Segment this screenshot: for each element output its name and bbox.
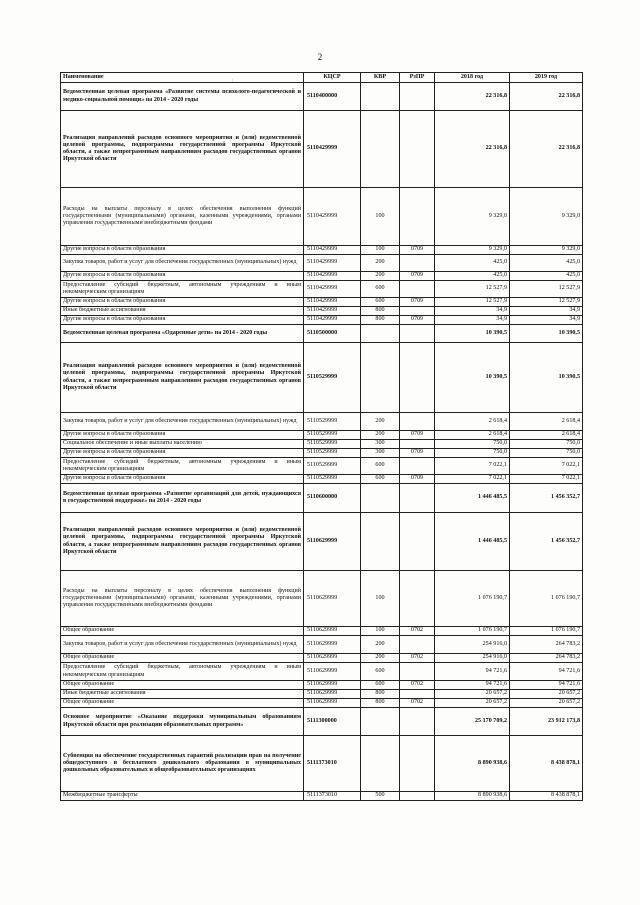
- row-name: Другие вопросы в области образования: [61, 272, 304, 281]
- table-row: [61, 708, 583, 736]
- row-name: Общее образование: [61, 699, 304, 708]
- row-kvr: 600: [361, 298, 400, 307]
- header-kcsr: КЦСР: [304, 73, 361, 83]
- row-rzpr: [400, 484, 435, 513]
- row-value-2019: 425,0: [510, 272, 583, 281]
- row-kvr: 600: [361, 458, 400, 475]
- row-kvr: 600: [361, 475, 400, 484]
- row-rzpr: [400, 736, 435, 792]
- table-row: [61, 736, 583, 792]
- row-value-2018: 1 446 485,5: [435, 513, 510, 571]
- row-value-2019: 20 657,2: [510, 690, 583, 699]
- row-value-2019: 22 316,8: [510, 111, 583, 188]
- row-name: Общее образование: [61, 681, 304, 690]
- table-row: [61, 246, 583, 255]
- row-rzpr: 0709: [400, 272, 435, 281]
- row-kcsr: 5110429999: [304, 307, 361, 316]
- table-row: [61, 475, 583, 484]
- row-value-2019: 8 438 878,1: [510, 792, 583, 801]
- header-rzpr: РзПР: [400, 73, 435, 83]
- row-value-2019: 425,0: [510, 255, 583, 272]
- row-rzpr: 0709: [400, 246, 435, 255]
- row-rzpr: [400, 690, 435, 699]
- page-number: 2: [317, 52, 323, 62]
- row-kcsr: 5110529999: [304, 449, 361, 458]
- row-value-2018: 750,0: [435, 440, 510, 449]
- table-row: [61, 627, 583, 636]
- row-kvr: 100: [361, 571, 400, 627]
- row-kvr: 600: [361, 281, 400, 298]
- header-name: Наименование: [61, 73, 304, 83]
- row-name: Реализация направлений расходов основного мероприятия и (или) ведомственной целевой программы, подпрограммы государственной программы Иркутской области, а также непрограммным направлениям расходов государственных органов Иркутской области: [61, 111, 304, 188]
- row-value-2018: 9 329,0: [435, 246, 510, 255]
- row-name: Закупка товаров, работ и услуг для обеспечения государственных (муниципальных) нужд: [61, 636, 304, 654]
- row-kvr: 500: [361, 792, 400, 801]
- row-name: Иные бюджетные ассигнования: [61, 690, 304, 699]
- row-value-2019: 264 783,2: [510, 636, 583, 654]
- row-value-2019: 34,9: [510, 307, 583, 316]
- row-value-2018: 22 316,8: [435, 83, 510, 111]
- budget-table: [60, 72, 583, 801]
- row-kcsr: 5110429999: [304, 255, 361, 272]
- row-kcsr: 5110500000: [304, 325, 361, 343]
- table-row: [61, 255, 583, 272]
- row-kvr: 800: [361, 690, 400, 699]
- row-kcsr: 5110429999: [304, 281, 361, 298]
- row-kvr: 200: [361, 413, 400, 431]
- row-kcsr: 5110529999: [304, 431, 361, 440]
- row-rzpr: [400, 413, 435, 431]
- header-2019: 2019 год: [510, 73, 583, 83]
- row-name: Иные бюджетные ассигнования: [61, 307, 304, 316]
- row-name: Социальное обеспечение и иные выплаты населению: [61, 440, 304, 449]
- row-value-2018: 8 890 938,6: [435, 736, 510, 792]
- row-name: Предоставление субсидий бюджетным, автономным учреждениям и иным некоммерческим организациям: [61, 663, 304, 681]
- table-row: [61, 431, 583, 440]
- row-rzpr: 0709: [400, 475, 435, 484]
- row-rzpr: [400, 255, 435, 272]
- row-kcsr: 5110429999: [304, 188, 361, 246]
- table-row: [61, 111, 583, 188]
- row-name: Расходы на выплаты персоналу в целях обеспечения выполнения функций государственными (муниципальными) органами, казенными учреждениями, органами управления государственными внебюджетными фондами: [61, 188, 304, 246]
- row-value-2018: 2 618,4: [435, 413, 510, 431]
- row-value-2018: 25 170 709,2: [435, 708, 510, 736]
- table-row: [61, 681, 583, 690]
- table-row: [61, 307, 583, 316]
- row-value-2018: 12 527,9: [435, 298, 510, 307]
- row-kcsr: 5110429999: [304, 246, 361, 255]
- row-name: Закупка товаров, работ и услуг для обеспечения государственных (муниципальных) нужд: [61, 255, 304, 272]
- row-rzpr: [400, 111, 435, 188]
- row-name: Другие вопросы в области образования: [61, 298, 304, 307]
- row-kcsr: 5110529999: [304, 458, 361, 475]
- row-value-2018: 425,0: [435, 255, 510, 272]
- row-value-2018: 7 022,1: [435, 458, 510, 475]
- row-name: Предоставление субсидий бюджетным, автономным учреждениям и иным некоммерческим организациям: [61, 458, 304, 475]
- row-value-2018: 94 721,6: [435, 663, 510, 681]
- header-2018: 2018 год: [435, 73, 510, 83]
- row-rzpr: [400, 325, 435, 343]
- row-name: Ведомственная целевая программа «Развитие системы психолого-педагогической и медико-социальной помощи» на 2014 - 2020 годы: [61, 83, 304, 111]
- row-kcsr: 5110629999: [304, 690, 361, 699]
- row-value-2019: 94 721,6: [510, 663, 583, 681]
- row-value-2019: 1 456 352,7: [510, 513, 583, 571]
- row-rzpr: [400, 571, 435, 627]
- row-rzpr: 0702: [400, 681, 435, 690]
- row-rzpr: [400, 458, 435, 475]
- row-value-2018: 12 527,9: [435, 281, 510, 298]
- row-rzpr: 0709: [400, 298, 435, 307]
- row-rzpr: 0709: [400, 316, 435, 325]
- row-kvr: [361, 736, 400, 792]
- row-name: Реализация направлений расходов основного мероприятия и (или) ведомственной целевой программы, подпрограммы государственной программы Иркутской области, а также непрограммным направлениям расходов государственных органов Иркутской области: [61, 513, 304, 571]
- row-value-2019: 7 022,1: [510, 475, 583, 484]
- row-kvr: [361, 343, 400, 413]
- row-kcsr: 5110629999: [304, 636, 361, 654]
- row-name: Предоставление субсидий бюджетным, автономным учреждениям и иным некоммерческим организациям: [61, 281, 304, 298]
- row-kvr: 200: [361, 255, 400, 272]
- row-kcsr: 5110429999: [304, 316, 361, 325]
- header-kvr: КВР: [361, 73, 400, 83]
- row-kcsr: 5110629999: [304, 627, 361, 636]
- row-kcsr: 5110529999: [304, 343, 361, 413]
- table-row: [61, 458, 583, 475]
- row-rzpr: [400, 636, 435, 654]
- row-rzpr: [400, 792, 435, 801]
- row-value-2019: 22 316,8: [510, 83, 583, 111]
- row-kvr: [361, 708, 400, 736]
- row-kcsr: 5110429999: [304, 111, 361, 188]
- row-rzpr: [400, 440, 435, 449]
- row-name: Субвенция на обеспечение государственных гарантий реализации прав на получение общедоступного и бесплатного дошкольного образования в муниципальных дошкольных образовательных и общеобразовательных организациях: [61, 736, 304, 792]
- row-value-2019: 9 329,0: [510, 188, 583, 246]
- table-row: [61, 449, 583, 458]
- row-value-2018: 34,9: [435, 307, 510, 316]
- row-name: Ведомственная целевая программа «Развитие организаций для детей, нуждающихся в государственной поддержке» на 2014 - 2020 годы: [61, 484, 304, 513]
- row-value-2019: 94 721,6: [510, 681, 583, 690]
- row-kcsr: 5110529999: [304, 413, 361, 431]
- table-body: [61, 83, 583, 801]
- table-row: [61, 188, 583, 246]
- table-row: [61, 699, 583, 708]
- row-kvr: [361, 83, 400, 111]
- row-rzpr: [400, 343, 435, 413]
- table-row: [61, 484, 583, 513]
- row-rzpr: [400, 83, 435, 111]
- row-name: Другие вопросы в области образования: [61, 316, 304, 325]
- row-value-2018: 20 657,2: [435, 699, 510, 708]
- row-kvr: [361, 325, 400, 343]
- row-rzpr: 0702: [400, 627, 435, 636]
- row-value-2018: 254 916,0: [435, 654, 510, 663]
- row-value-2018: 94 721,6: [435, 681, 510, 690]
- row-kcsr: 5110600000: [304, 484, 361, 513]
- table-row: [61, 571, 583, 627]
- row-rzpr: [400, 281, 435, 298]
- row-kcsr: 5110629999: [304, 571, 361, 627]
- row-kcsr: 5110529999: [304, 475, 361, 484]
- table-row: [61, 636, 583, 654]
- row-rzpr: 0709: [400, 431, 435, 440]
- row-kvr: 800: [361, 699, 400, 708]
- row-value-2019: 12 527,9: [510, 281, 583, 298]
- row-rzpr: [400, 513, 435, 571]
- table-row: [61, 281, 583, 298]
- row-rzpr: 0702: [400, 654, 435, 663]
- row-kcsr: 5110529999: [304, 440, 361, 449]
- row-kvr: 300: [361, 449, 400, 458]
- row-kvr: 200: [361, 272, 400, 281]
- table-header-row: [61, 73, 583, 83]
- row-kvr: 200: [361, 654, 400, 663]
- row-value-2018: 8 890 938,6: [435, 792, 510, 801]
- row-value-2018: 1 076 190,7: [435, 571, 510, 627]
- row-value-2018: 10 390,5: [435, 325, 510, 343]
- row-value-2019: 9 329,0: [510, 246, 583, 255]
- row-kcsr: 5110429999: [304, 272, 361, 281]
- row-kcsr: 5110629999: [304, 699, 361, 708]
- row-value-2019: 750,0: [510, 449, 583, 458]
- row-value-2019: 34,9: [510, 316, 583, 325]
- row-kcsr: 5110629999: [304, 663, 361, 681]
- row-kcsr: 5110629999: [304, 681, 361, 690]
- row-rzpr: [400, 188, 435, 246]
- row-rzpr: 0709: [400, 449, 435, 458]
- row-value-2018: 1 076 190,7: [435, 627, 510, 636]
- row-value-2019: 264 783,2: [510, 654, 583, 663]
- row-name: Расходы на выплаты персоналу в целях обеспечения выполнения функций государственными (муниципальными) органами, казенными учреждениями, органами управления государственными внебюджетными фондами: [61, 571, 304, 627]
- row-value-2019: 10 390,5: [510, 325, 583, 343]
- row-rzpr: [400, 307, 435, 316]
- row-kcsr: 5111300000: [304, 708, 361, 736]
- table-row: [61, 513, 583, 571]
- row-kcsr: 5111373010: [304, 736, 361, 792]
- row-kvr: 300: [361, 440, 400, 449]
- row-value-2018: 2 618,4: [435, 431, 510, 440]
- table-row: [61, 663, 583, 681]
- row-value-2019: 12 527,9: [510, 298, 583, 307]
- row-kvr: [361, 484, 400, 513]
- row-name: Общее образование: [61, 654, 304, 663]
- row-value-2018: 254 916,0: [435, 636, 510, 654]
- row-name: Другие вопросы в области образования: [61, 246, 304, 255]
- row-kcsr: 5111373010: [304, 792, 361, 801]
- row-kvr: 200: [361, 636, 400, 654]
- row-value-2019: 1 456 352,7: [510, 484, 583, 513]
- row-value-2018: 1 446 485,5: [435, 484, 510, 513]
- row-value-2019: 23 912 173,8: [510, 708, 583, 736]
- row-rzpr: [400, 708, 435, 736]
- row-kvr: 100: [361, 627, 400, 636]
- row-value-2019: 750,0: [510, 440, 583, 449]
- row-name: Закупка товаров, работ и услуг для обеспечения государственных (муниципальных) нужд: [61, 413, 304, 431]
- row-name: Другие вопросы в области образования: [61, 475, 304, 484]
- row-kcsr: 5110629999: [304, 513, 361, 571]
- table-row: [61, 325, 583, 343]
- row-value-2018: 20 657,2: [435, 690, 510, 699]
- row-kvr: 100: [361, 188, 400, 246]
- row-value-2018: 9 329,0: [435, 188, 510, 246]
- row-kvr: 100: [361, 246, 400, 255]
- row-name: Реализация направлений расходов основного мероприятия и (или) ведомственной целевой программы, подпрограммы государственной программы Иркутской области, а также непрограммным направлениям расходов государственных органов Иркутской области: [61, 343, 304, 413]
- row-kvr: [361, 513, 400, 571]
- row-value-2018: 7 022,1: [435, 475, 510, 484]
- row-name: Ведомственная целевая программа «Одаренные дети» на 2014 - 2020 годы: [61, 325, 304, 343]
- row-value-2018: 10 390,5: [435, 343, 510, 413]
- table-row: [61, 440, 583, 449]
- row-value-2019: 8 438 878,1: [510, 736, 583, 792]
- row-name: Другие вопросы в области образования: [61, 449, 304, 458]
- row-name: Межбюджетные трансферты: [61, 792, 304, 801]
- margin-mark: :: [232, 79, 234, 84]
- row-name: Основное мероприятие «Оказание поддержки муниципальным образованиям Иркутской области при реализации образовательных программ»: [61, 708, 304, 736]
- row-value-2018: 34,9: [435, 316, 510, 325]
- table-row: [61, 272, 583, 281]
- row-kcsr: 5110429999: [304, 298, 361, 307]
- row-name: Другие вопросы в области образования: [61, 431, 304, 440]
- row-value-2019: 1 076 190,7: [510, 627, 583, 636]
- table-row: [61, 316, 583, 325]
- row-kvr: 800: [361, 307, 400, 316]
- table-row: [61, 792, 583, 801]
- row-value-2019: 2 618,4: [510, 431, 583, 440]
- row-name: Общее образование: [61, 627, 304, 636]
- row-value-2019: 2 618,4: [510, 413, 583, 431]
- row-kvr: [361, 111, 400, 188]
- row-kvr: 800: [361, 316, 400, 325]
- row-kvr: 600: [361, 663, 400, 681]
- table-row: [61, 413, 583, 431]
- row-value-2018: 425,0: [435, 272, 510, 281]
- table-row: [61, 298, 583, 307]
- row-value-2019: 20 657,2: [510, 699, 583, 708]
- row-kvr: 200: [361, 431, 400, 440]
- row-kvr: 600: [361, 681, 400, 690]
- table-row: [61, 654, 583, 663]
- row-value-2019: 1 076 190,7: [510, 571, 583, 627]
- table-row: [61, 83, 583, 111]
- row-value-2018: 750,0: [435, 449, 510, 458]
- table-row: [61, 343, 583, 413]
- row-rzpr: 0702: [400, 699, 435, 708]
- row-value-2018: 22 316,8: [435, 111, 510, 188]
- row-kcsr: 5110400000: [304, 83, 361, 111]
- row-rzpr: [400, 663, 435, 681]
- row-kcsr: 5110629999: [304, 654, 361, 663]
- row-value-2019: 10 390,5: [510, 343, 583, 413]
- row-value-2019: 7 022,1: [510, 458, 583, 475]
- table-row: [61, 690, 583, 699]
